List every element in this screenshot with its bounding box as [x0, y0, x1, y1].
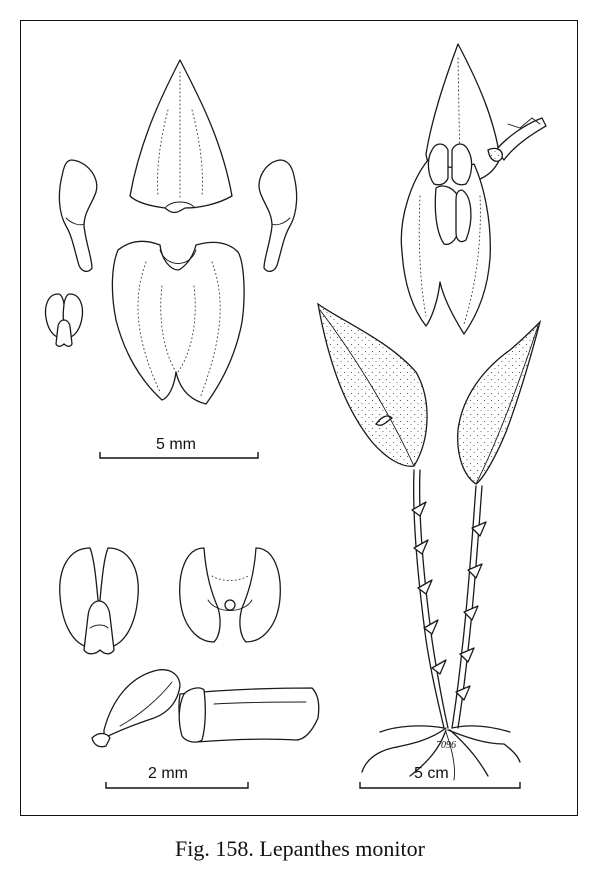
petal-right: [259, 160, 297, 271]
artist-signature: 7096: [436, 740, 456, 751]
scale-label-2mm: 2 mm: [148, 765, 188, 782]
scale-label-5cm: 5 cm: [414, 765, 449, 782]
column-side-view: [92, 670, 319, 747]
lip-front-view: [60, 548, 139, 654]
petal-left: [59, 160, 96, 271]
habit-illustration: [318, 304, 540, 780]
scale-label-5mm: 5 mm: [156, 436, 196, 453]
dorsal-sepal: [130, 60, 232, 213]
synsepal: [112, 241, 244, 404]
small-lip-view: [46, 294, 83, 346]
flower-illustration: [401, 44, 546, 334]
lip-back-view: [180, 548, 281, 642]
leaf-left: [318, 304, 427, 466]
figure-caption: Fig. 158. Lepanthes monitor: [175, 836, 425, 861]
leaf-right: [458, 322, 540, 484]
